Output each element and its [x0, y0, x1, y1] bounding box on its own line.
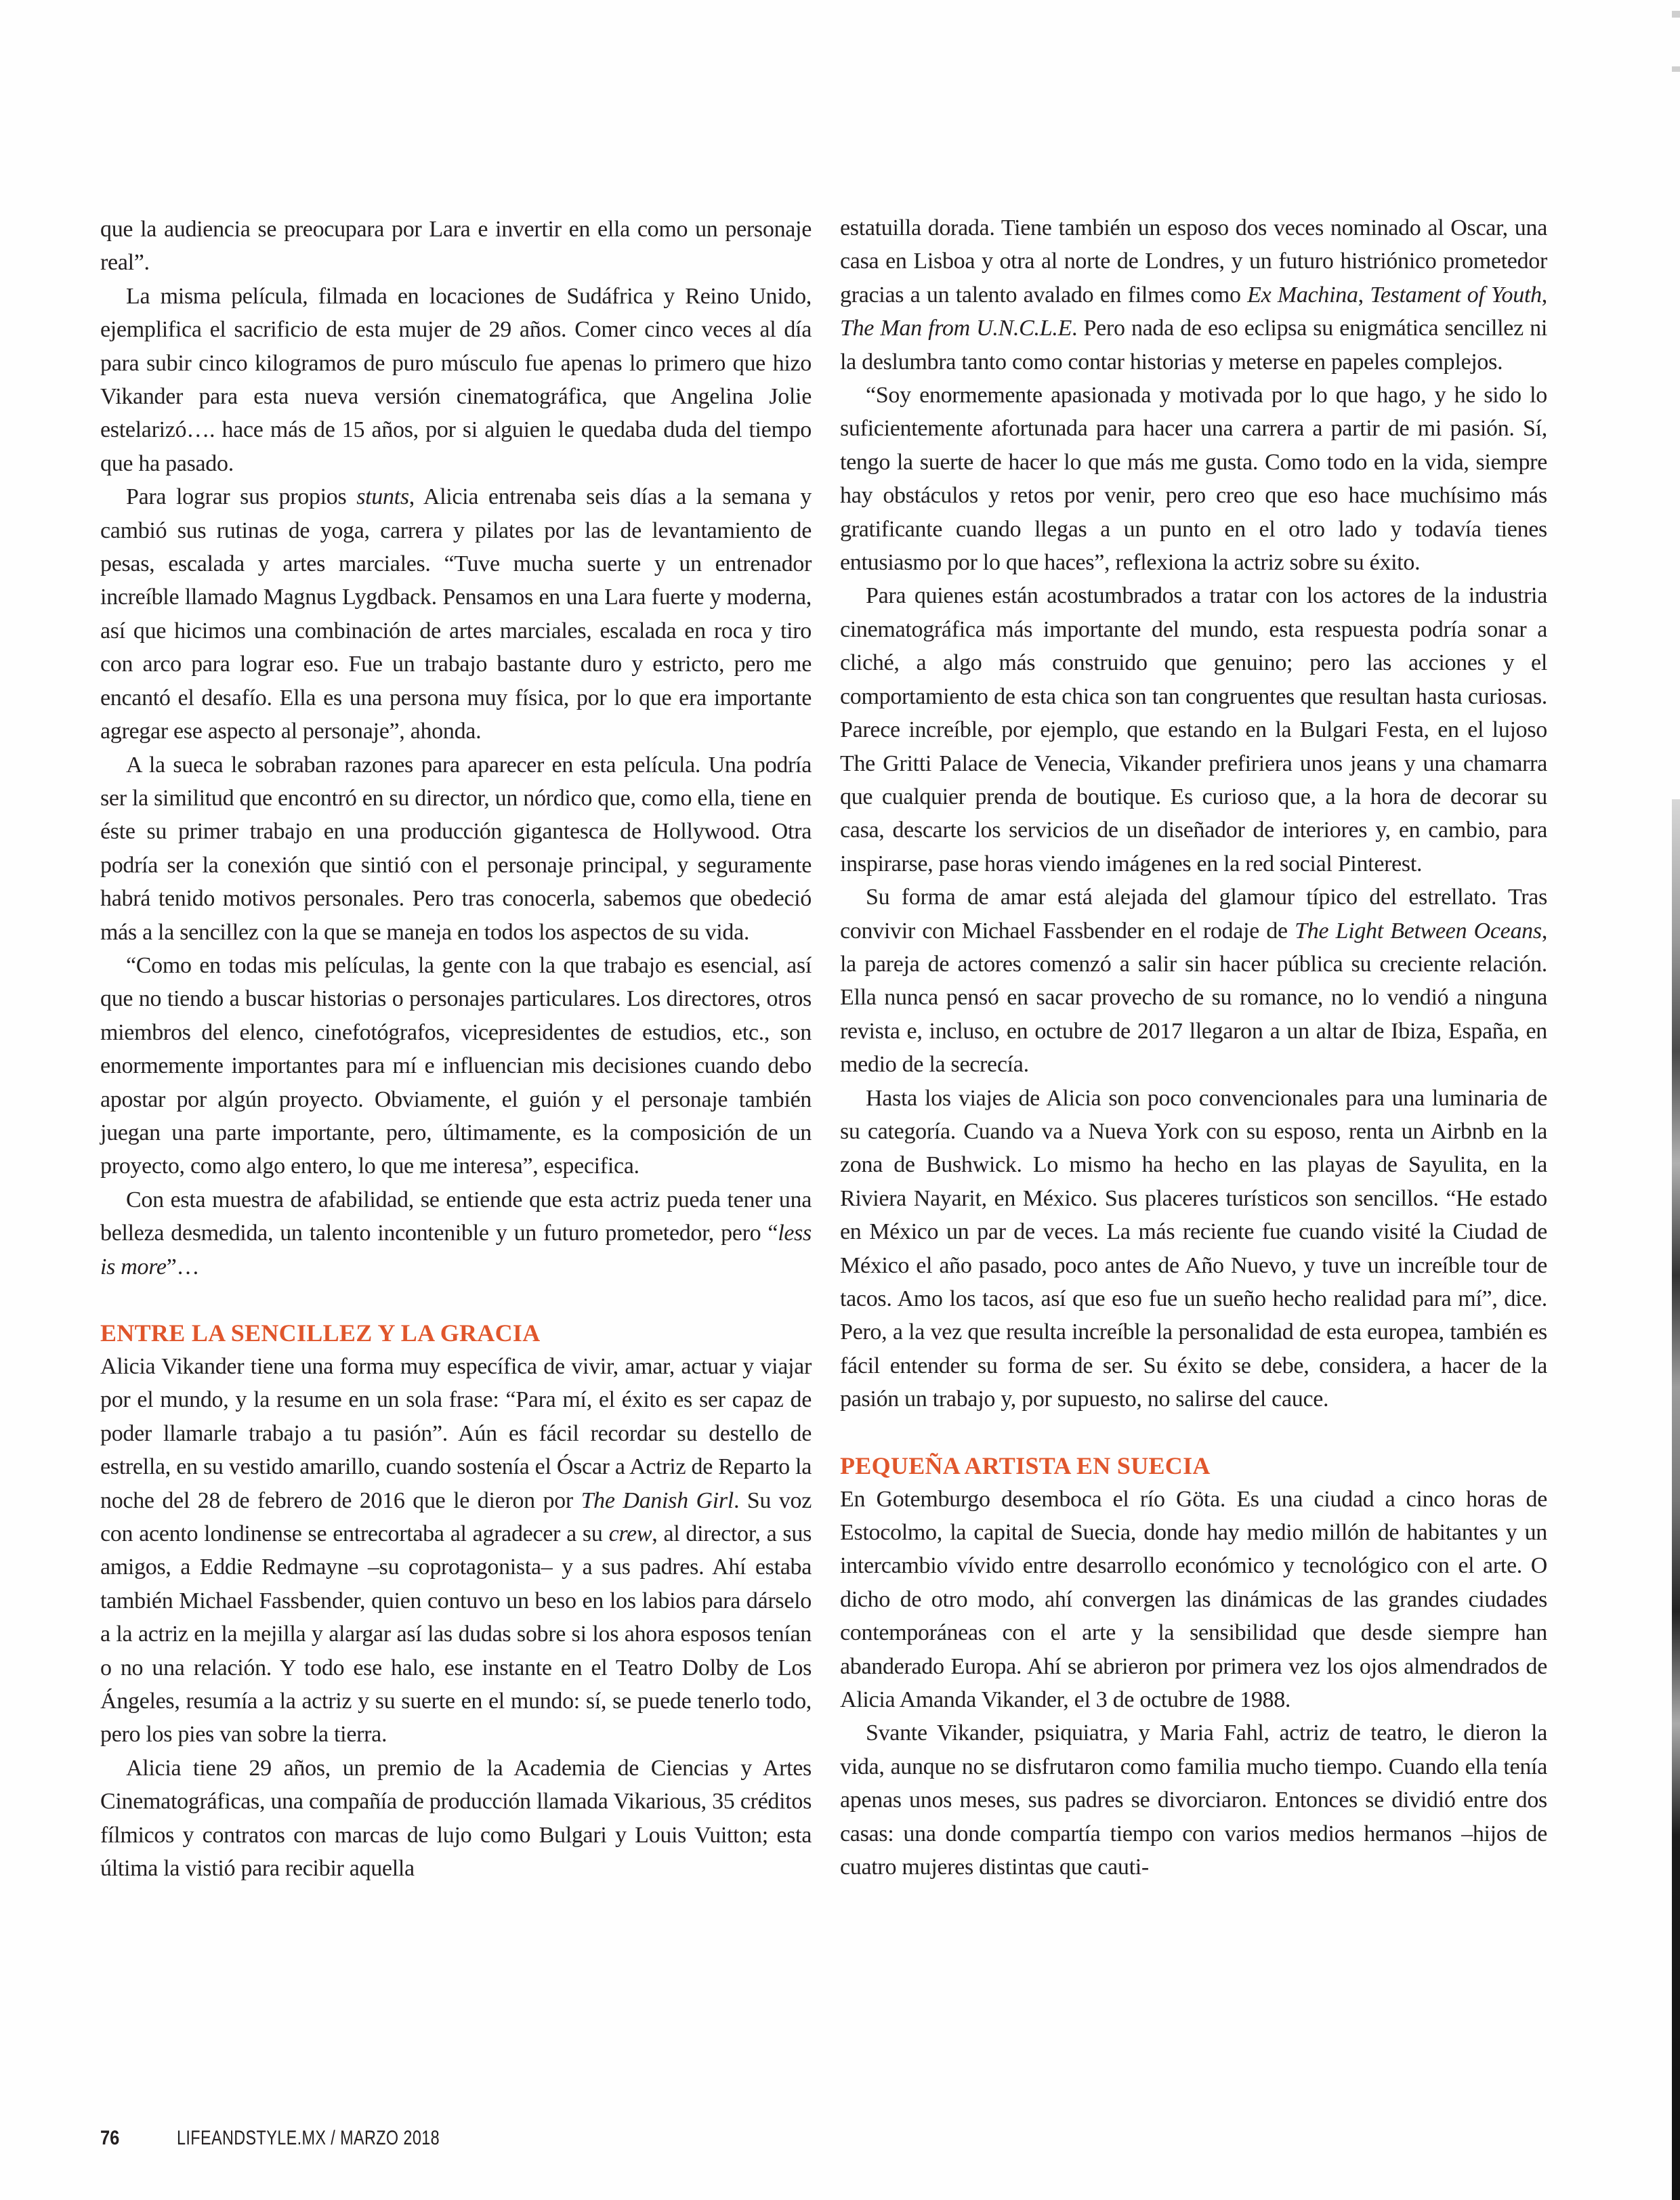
paragraph	[100, 1350, 812, 1752]
paragraph-text: En Gotemburgo desemboca el río Göta. Es una ciudad a cinco horas de Estocolmo, la capital de Suecia, donde hay medio millón de habitantes y un intercambio vívido entre desarrollo económico y tecnológico con el arte. O dicho de otro modo, ahí convergen las dinámicas de las grandes ciudades contemporáneas con el arte y la sensibilidad que desde siempre han abanderado Europa. Ahí se abrieron por primera vez los ojos almendrados de Alicia Amanda Vikander, el 3 de octubre de 1988.	[840, 1486, 1547, 1713]
paragraph	[840, 1483, 1547, 1717]
paragraph-text: Svante Vikander, psiquiatra, y Maria Fahl, actriz de teatro, le dieron la vida, aunque no se disfrutaron como familia mucho tiempo. Cuando ella tenía apenas unos meses, sus padres se divorciaron. Entonces se dividió entre dos casas: una donde compartía tiempo con varios medios hermanos –hijos de cuatro mujeres distintas que cauti-	[840, 1720, 1547, 1880]
paragraph	[840, 1082, 1547, 1416]
paragraph-text: Hasta los viajes de Alicia son poco convencionales para una luminaria de su categoría. Cuando va a Nueva York con su esposo, renta un Airbnb en la zona de Bushwick. Lo mismo ha hecho en las playas de Sayulita, en la Riviera Nayarit, en México. Sus placeres turísticos son sencillos. “He estado en México un par de veces. La más reciente fue cuando visité la Ciudad de México el año pasado, poco antes de Año Nuevo, y tuve un increíble tour de tacos. Amo los tacos, así que eso fue un sueño hecho realidad para mí”, dice. Pero, a la vez que resulta increíble la personalidad de esta europea, también es fácil entender su forma de ser. Su éxito se debe, considera, a hacer de la pasión un trabajo y, por supuesto, no salirse del cauce.	[840, 1085, 1547, 1412]
italic-film-title: The Danish Girl	[581, 1487, 734, 1513]
separator: ,	[1358, 282, 1370, 308]
page-edge-mark	[1672, 66, 1680, 72]
paragraph-text: Con esta muestra de afabilidad, se entiende que esta actriz pueda tener una belleza desmedida, un talento incontenible y un futuro prometedor, pero “	[100, 1187, 812, 1246]
paragraph	[840, 881, 1547, 1081]
paragraph-text: Para quienes están acostumbrados a tratar con los actores de la industria cinematográfica más importante del mundo, esta respuesta podría sonar a cliché, a algo más construido que genuino; pero las acciones y el comportamiento de esta chica son tan congruentes que resultan hasta curiosas. Parece increíble, por ejemplo, que estando en la Bulgari Festa, en el lujoso The Gritti Palace de Venecia, Vikander prefiriera unos jeans y una chamarra que cualquier prenda de boutique. Es curioso que, a la hora de decorar su casa, descarte los servicios de un diseñador de interiores y, en cambio, para inspirarse, pase horas viendo imágenes en la red social Pinterest.	[840, 583, 1547, 876]
left-column	[100, 213, 812, 1886]
adjacent-page-edge	[1672, 799, 1680, 2200]
paragraph-text: , Alicia entrenaba seis días a la semana y cambió sus rutinas de yoga, carrera y pilates por las de levantamiento de pesas, escalada y artes marciales. “Tuve mucha suerte y un entrenador increíble llamado Magnus Lygdback. Pensamos en una Lara fuerte y moderna, así que hicimos una combinación de artes marciales, escalada en roca y tiro con arco para lograr eso. Fue un trabajo bastante duro y estricto, pero me encantó el desafío. Ella es una persona muy física, por lo que era importante agregar ese aspecto al personaje”, ahonda.	[100, 484, 812, 744]
separator: ,	[1541, 282, 1547, 308]
paragraph-text: Para lograr sus propios	[126, 484, 357, 510]
italic-film-title: Ex Machina	[1247, 282, 1358, 308]
page-footer	[100, 2127, 513, 2154]
paragraph-text: Su forma de amar está alejada del glamour típico del estrellato. Tras convivir con Michael Fassbender en el rodaje de	[840, 885, 1547, 944]
paragraph	[100, 213, 812, 280]
italic-film-title: The Light Between Oceans	[1295, 918, 1542, 944]
paragraph-text: , la pareja de actores comenzó a salir sin hacer pública su creciente relación. Ella nunca pensó en sacar provecho de su romance, no lo vendió a ninguna revista e, incluso, en octubre de 2017 llegaron a un altar de Ibiza, España, en medio de la secrecía.	[840, 918, 1548, 1078]
paragraph	[100, 748, 812, 949]
paragraph-text: “Como en todas mis películas, la gente con la que trabajo es esencial, así que no tiendo a buscar historias o personajes particulares. Los directores, otros miembros del elenco, cinefotógrafos, vicepresidentes de estudios, etc., son enormemente importantes para mí e influencian mis decisiones cuando debo apostar por algún proyecto. Obviamente, el guión y el personaje también juegan una parte importante, pero, últimamente, es la composición de un proyecto, como algo entero, lo que me interesa”, especifica.	[100, 952, 812, 1179]
paragraph-text: estatuilla dorada. Tiene también un esposo dos veces nominado al Oscar, una casa en Lisboa y otra al norte de Londres, y un futuro histriónico prometedor gracias a un talento avalado en filmes como	[840, 215, 1547, 308]
paragraph-text: Alicia tiene 29 años, un premio de la Academia de Ciencias y Artes Cinematográficas, una compañía de producción llamada Vikarious, 35 créditos fílmicos y contratos con marcas de lujo como Bulgari y Louis Vuitton; esta última la vistió para recibir aquella	[100, 1755, 812, 1882]
paragraph	[100, 1752, 812, 1886]
paragraph-text: La misma película, filmada en locaciones de Sudáfrica y Reino Unido, ejemplifica el sacrificio de esta mujer de 29 años. Comer cinco veces al día para subir cinco kilogramos de puro músculo fue apenas lo primero que hizo Vikander para esta nueva versión cinematográfica, que Angelina Jolie estelarizó…. hace más de 15 años, por si alguien le quedaba duda del tiempo que ha pasado.	[100, 283, 812, 476]
paragraph	[840, 579, 1547, 881]
paragraph	[100, 280, 812, 480]
italic-term: less is more	[100, 1221, 812, 1279]
right-column	[840, 211, 1547, 1884]
paragraph	[840, 1716, 1547, 1884]
paragraph-text: que la audiencia se preocupara por Lara e invertir en ella como un personaje real”.	[100, 217, 812, 276]
page-edge-mark	[1672, 11, 1680, 18]
italic-film-title: The Man from U.N.C.L.E	[840, 316, 1072, 341]
section-heading: ENTRE LA SENCILLEZ Y LA GRACIA	[100, 1319, 541, 1347]
paragraph-text: A la sueca le sobraban razones para aparecer en esta película. Una podría ser la similitud que encontró en su director, un nórdico que, como ella, tiene en éste su primer trabajo en una producción gigantesca de Hollywood. Otra podría ser la conexión que sintió con el personaje principal, y seguramente habrá tenido motivos personales. Pero tras conocerla, sabemos que obedeció más a la sencillez con la que se maneja en todos los aspectos de su vida.	[100, 752, 812, 945]
paragraph	[100, 949, 812, 1183]
italic-term: stunts	[356, 484, 409, 510]
paragraph-text: ”…	[166, 1254, 200, 1279]
italic-term: crew	[608, 1521, 652, 1547]
paragraph-text: , al director, a sus amigos, a Eddie Redmayne –su coprotagonista– y a sus padres. Ahí estaba también Michael Fassbender, quien contuvo un beso en los labios para dárselo a la actriz en la mejilla y alargar así las dudas sobre si los ahora esposos tenían o no una relación. Y todo ese halo, ese instante en el Teatro Dolby de Los Ángeles, resumía a la actriz y su suerte en el mundo: sí, se puede tenerlo todo, pero los pies van sobre la tierra.	[100, 1521, 812, 1748]
paragraph-text: “Soy enormemente apasionada y motivada por lo que hago, y he sido lo suficientemente afortunada para hacer una carrera a partir de mi pasión. Sí, tengo la suerte de hacer lo que más me gusta. Como todo en la vida, siempre hay obstáculos y retos por venir, pero creo que eso hace muchísimo más gratificante cuando llegas a un punto en el otro lado y todavía tienes entusiasmo por lo que haces”, reflexiona la actriz sobre su éxito.	[840, 383, 1547, 576]
paragraph-text: . Pero nada de eso eclipsa su enigmática sencillez ni la deslumbra tanto como contar historias y meterse en papeles complejos.	[840, 316, 1547, 375]
paragraph	[100, 1183, 812, 1284]
paragraph-text: . Su voz con acento londinense se entrecortaba al agradecer a su	[100, 1487, 812, 1547]
publication-info: LIFEANDSTYLE.MX / MARZO 2018	[177, 2127, 440, 2149]
italic-film-title: Testament of Youth	[1370, 282, 1542, 308]
page-number: 76	[100, 2127, 120, 2149]
section-heading: PEQUEÑA ARTISTA EN SUECIA	[840, 1452, 1211, 1479]
paragraph	[840, 379, 1547, 579]
paragraph	[840, 211, 1547, 379]
paragraph	[100, 480, 812, 748]
paragraph-text: Alicia Vikander tiene una forma muy específica de vivir, amar, actuar y viajar por el mundo, y la resume en un sola frase: “Para mí, el éxito es ser capaz de poder llamarle trabajo a tu pasión”. Aún es fácil recordar su destello de estrella, en su vestido amarillo, cuando sostenía el Óscar a Actriz de Reparto la noche del 28 de febrero de 2016 que le dieron por	[100, 1354, 812, 1513]
